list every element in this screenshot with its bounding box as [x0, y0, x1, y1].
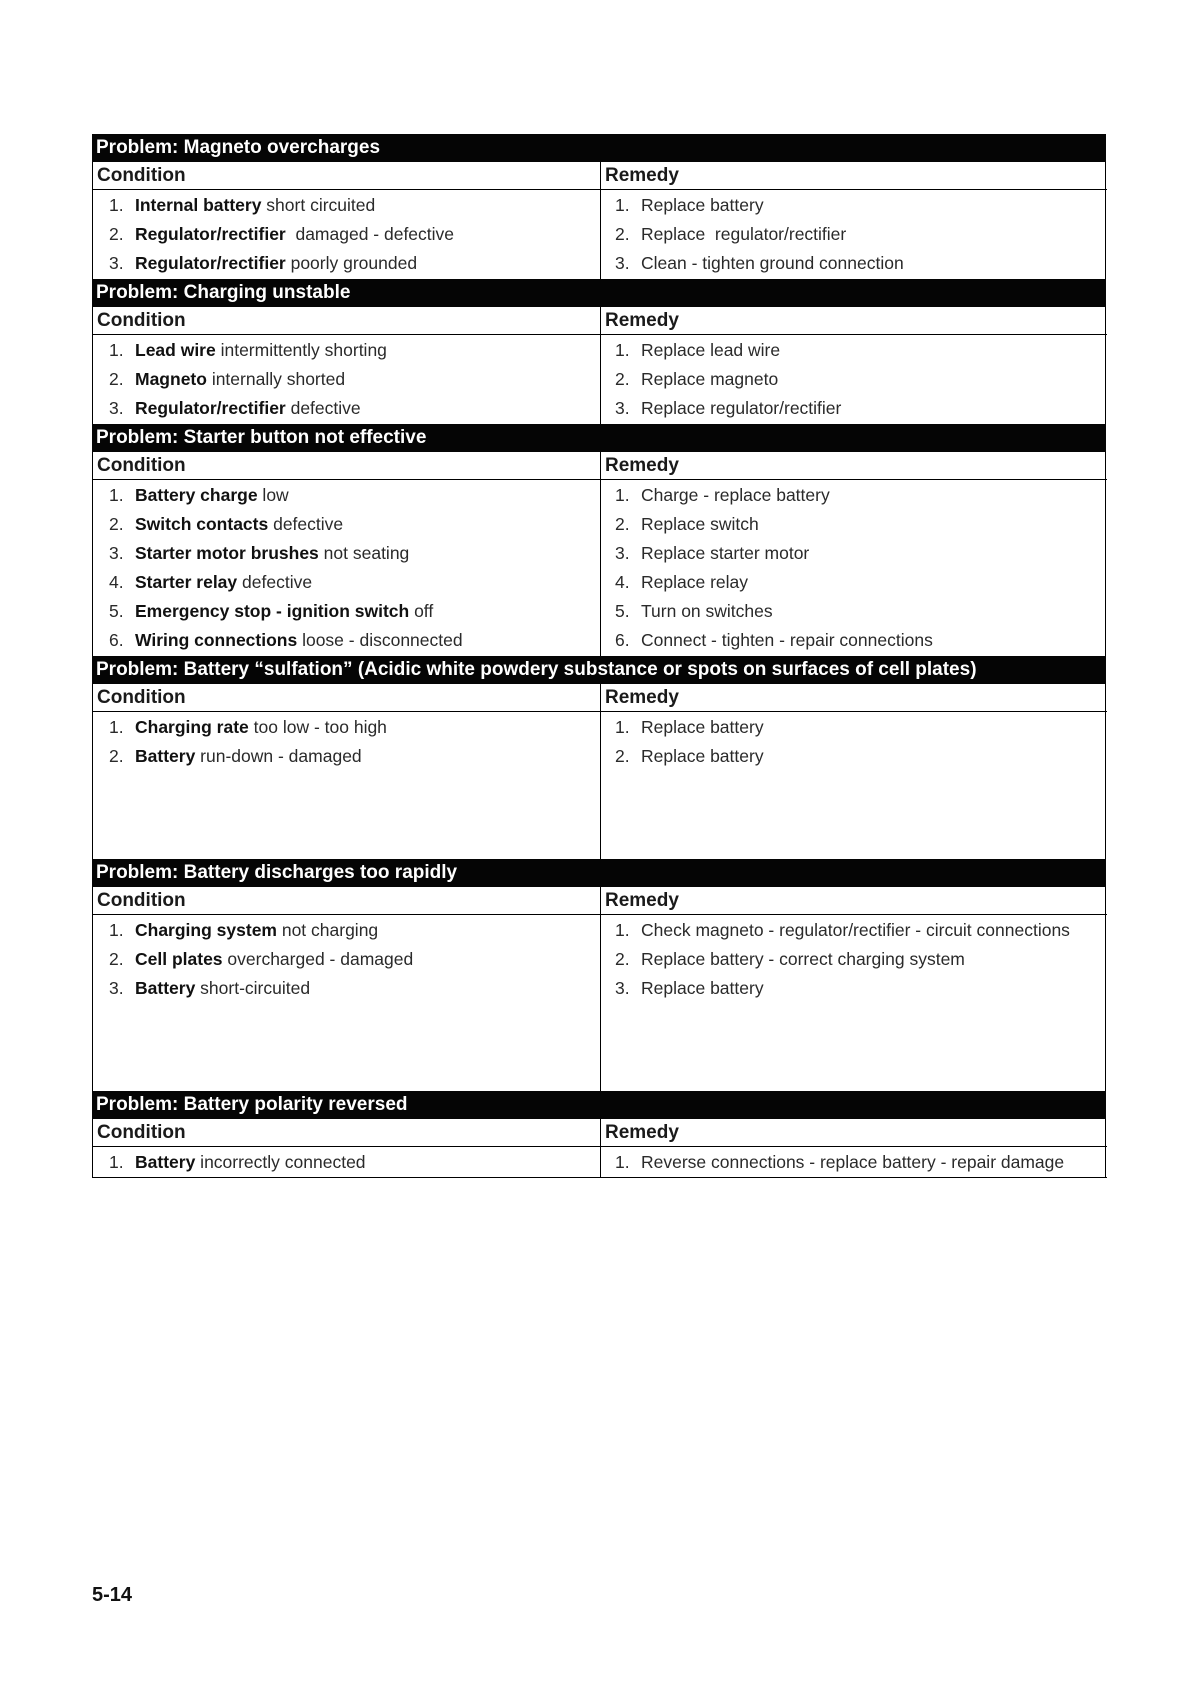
condition-item — [93, 974, 600, 1003]
condition-description: off — [409, 601, 434, 621]
remedy-column-header: Remedy — [601, 452, 1107, 480]
remedy-text: Check magneto - regulator/rectifier - circuit connections — [641, 920, 1070, 940]
item-number: 3. — [615, 253, 630, 273]
item-number: 1. — [109, 920, 124, 940]
item-number: 4. — [109, 572, 124, 592]
remedy-item — [601, 974, 1107, 1003]
condition-term: Regulator/rectifier — [135, 224, 286, 244]
item-number: 3. — [615, 543, 630, 563]
condition-item — [93, 539, 600, 568]
remedy-text: Replace regulator/rectifier — [641, 398, 842, 418]
condition-item — [93, 365, 600, 394]
problem-section — [92, 424, 1106, 656]
remedy-column-header: Remedy — [601, 684, 1107, 712]
item-number: 5. — [615, 601, 630, 621]
condition-item — [93, 191, 600, 220]
remedy-item — [601, 539, 1107, 568]
condition-item — [93, 336, 600, 365]
problem-header: Problem: Magneto overcharges — [92, 134, 1106, 162]
remedy-item — [601, 249, 1107, 278]
condition-description: intermittently shorting — [215, 340, 387, 360]
remedy-column-header: Remedy — [601, 887, 1107, 915]
condition-column-header: Condition — [93, 887, 601, 915]
page-number: 5-14 — [92, 1584, 133, 1606]
condition-description: short-circuited — [195, 978, 311, 998]
condition-term: Switch contacts — [135, 514, 269, 534]
condition-item — [93, 916, 600, 945]
condition-description: run-down - damaged — [195, 746, 362, 766]
problem-section — [92, 134, 1106, 279]
remedy-list — [601, 712, 1107, 859]
condition-term: Starter motor brushes — [135, 543, 319, 563]
item-number: 1. — [109, 195, 124, 215]
problem-header: Problem: Charging unstable — [92, 279, 1106, 307]
item-number: 1. — [615, 340, 630, 360]
remedy-item — [601, 336, 1107, 365]
item-number: 2. — [109, 224, 124, 244]
condition-term: Battery — [135, 1152, 196, 1172]
remedy-item — [601, 713, 1107, 742]
remedy-item — [601, 394, 1107, 423]
remedy-column-header: Remedy — [601, 307, 1107, 335]
condition-term: Internal battery — [135, 195, 262, 215]
item-number: 3. — [109, 253, 124, 273]
item-number: 2. — [109, 514, 124, 534]
condition-list — [93, 335, 601, 424]
remedy-item — [601, 742, 1107, 771]
condition-column-header: Condition — [93, 1119, 601, 1147]
condition-term: Charging system — [135, 920, 277, 940]
remedy-item — [601, 220, 1107, 249]
item-number: 3. — [615, 398, 630, 418]
condition-term: Magneto — [135, 369, 207, 389]
condition-column-header: Condition — [93, 307, 601, 335]
remedy-text: Turn on switches — [641, 601, 773, 621]
remedy-text: Replace battery — [641, 978, 764, 998]
condition-term: Charging rate — [135, 717, 249, 737]
condition-column-header: Condition — [93, 162, 601, 190]
condition-item — [93, 713, 600, 742]
item-number: 4. — [615, 572, 630, 592]
remedy-item — [601, 597, 1107, 626]
condition-item — [93, 568, 600, 597]
remedy-text: Replace lead wire — [641, 340, 781, 360]
condition-item — [93, 481, 600, 510]
remedy-text: Reverse connections - replace battery - repair damage — [641, 1152, 1065, 1172]
item-number: 1. — [615, 485, 630, 505]
remedy-item — [601, 510, 1107, 539]
condition-term: Battery — [135, 978, 196, 998]
condition-description: not seating — [318, 543, 410, 563]
remedy-text: Replace battery — [641, 195, 764, 215]
remedy-text: Replace magneto — [641, 369, 779, 389]
condition-item — [93, 249, 600, 278]
remedy-column-header: Remedy — [601, 162, 1107, 190]
troubleshooting-document — [92, 134, 1106, 1178]
condition-description: loose - disconnected — [297, 630, 463, 650]
problem-section — [92, 656, 1106, 859]
item-number: 3. — [109, 978, 124, 998]
item-number: 2. — [109, 746, 124, 766]
condition-list — [93, 480, 601, 656]
condition-term: Starter relay — [135, 572, 238, 592]
item-number: 1. — [615, 1152, 630, 1172]
condition-description: defective — [268, 514, 344, 534]
condition-column-header: Condition — [93, 452, 601, 480]
problem-table — [92, 684, 1106, 859]
item-number: 3. — [615, 978, 630, 998]
remedy-text: Replace battery — [641, 746, 764, 766]
remedy-list — [601, 190, 1107, 279]
problem-header: Problem: Battery “sulfation” (Acidic white powdery substance or spots on surfaces of cell plates) — [92, 656, 1106, 684]
remedy-text: Replace relay — [641, 572, 748, 592]
condition-description: too low - too high — [248, 717, 387, 737]
condition-list — [93, 915, 601, 1091]
remedy-item — [601, 568, 1107, 597]
item-number: 2. — [615, 746, 630, 766]
problem-table — [92, 307, 1106, 424]
remedy-item — [601, 626, 1107, 655]
problem-header: Problem: Battery discharges too rapidly — [92, 859, 1106, 887]
condition-description: short circuited — [261, 195, 376, 215]
item-number: 2. — [615, 514, 630, 534]
condition-description: incorrectly connected — [195, 1152, 366, 1172]
item-number: 2. — [109, 369, 124, 389]
item-number: 1. — [109, 485, 124, 505]
remedy-text: Replace regulator/rectifier — [641, 224, 847, 244]
condition-list — [93, 1147, 601, 1178]
problem-section — [92, 859, 1106, 1091]
condition-item — [93, 626, 600, 655]
condition-list — [93, 712, 601, 859]
condition-column-header: Condition — [93, 684, 601, 712]
condition-description: defective — [285, 398, 361, 418]
remedy-item — [601, 365, 1107, 394]
condition-item — [93, 597, 600, 626]
item-number: 2. — [615, 224, 630, 244]
condition-item — [93, 945, 600, 974]
item-number: 1. — [109, 340, 124, 360]
problem-table — [92, 887, 1106, 1091]
item-number: 3. — [109, 543, 124, 563]
condition-description: defective — [237, 572, 313, 592]
problem-table — [92, 162, 1106, 279]
problem-section — [92, 1091, 1106, 1178]
condition-item — [93, 394, 600, 423]
condition-term: Regulator/rectifier — [135, 398, 286, 418]
condition-description: poorly grounded — [285, 253, 418, 273]
item-number: 6. — [615, 630, 630, 650]
condition-term: Wiring connections — [135, 630, 298, 650]
item-number: 1. — [615, 920, 630, 940]
condition-term: Battery charge — [135, 485, 258, 505]
condition-term: Regulator/rectifier — [135, 253, 286, 273]
remedy-list — [601, 1147, 1107, 1178]
remedy-item — [601, 945, 1107, 974]
remedy-text: Replace starter motor — [641, 543, 810, 563]
item-number: 2. — [615, 949, 630, 969]
remedy-item — [601, 1148, 1107, 1177]
condition-description: internally shorted — [206, 369, 346, 389]
condition-description: damaged - defective — [285, 224, 455, 244]
condition-term: Cell plates — [135, 949, 223, 969]
remedy-item — [601, 481, 1107, 510]
remedy-text: Replace battery — [641, 717, 764, 737]
problem-table — [92, 452, 1106, 656]
remedy-column-header: Remedy — [601, 1119, 1107, 1147]
condition-item — [93, 220, 600, 249]
condition-item — [93, 1148, 600, 1177]
item-number: 3. — [109, 398, 124, 418]
remedy-list — [601, 335, 1107, 424]
problem-section — [92, 279, 1106, 424]
problem-table — [92, 1119, 1106, 1178]
condition-item — [93, 510, 600, 539]
remedy-text: Replace switch — [641, 514, 759, 534]
item-number: 5. — [109, 601, 124, 621]
problem-header: Problem: Battery polarity reversed — [92, 1091, 1106, 1119]
condition-term: Battery — [135, 746, 196, 766]
item-number: 2. — [615, 369, 630, 389]
item-number: 1. — [109, 1152, 124, 1172]
problem-header: Problem: Starter button not effective — [92, 424, 1106, 452]
item-number: 6. — [109, 630, 124, 650]
item-number: 2. — [109, 949, 124, 969]
condition-list — [93, 190, 601, 279]
remedy-text: Connect - tighten - repair connections — [641, 630, 933, 650]
item-number: 1. — [109, 717, 124, 737]
condition-term: Lead wire — [135, 340, 216, 360]
remedy-item — [601, 916, 1107, 945]
condition-description: overcharged - damaged — [222, 949, 414, 969]
remedy-text: Replace battery - correct charging system — [641, 949, 965, 969]
condition-description: not charging — [276, 920, 379, 940]
remedy-text: Charge - replace battery — [641, 485, 830, 505]
remedy-list — [601, 480, 1107, 656]
remedy-item — [601, 191, 1107, 220]
item-number: 1. — [615, 195, 630, 215]
condition-term: Emergency stop - ignition switch — [135, 601, 410, 621]
condition-item — [93, 742, 600, 771]
remedy-list — [601, 915, 1107, 1091]
condition-description: low — [257, 485, 289, 505]
item-number: 1. — [615, 717, 630, 737]
remedy-text: Clean - tighten ground connection — [641, 253, 904, 273]
